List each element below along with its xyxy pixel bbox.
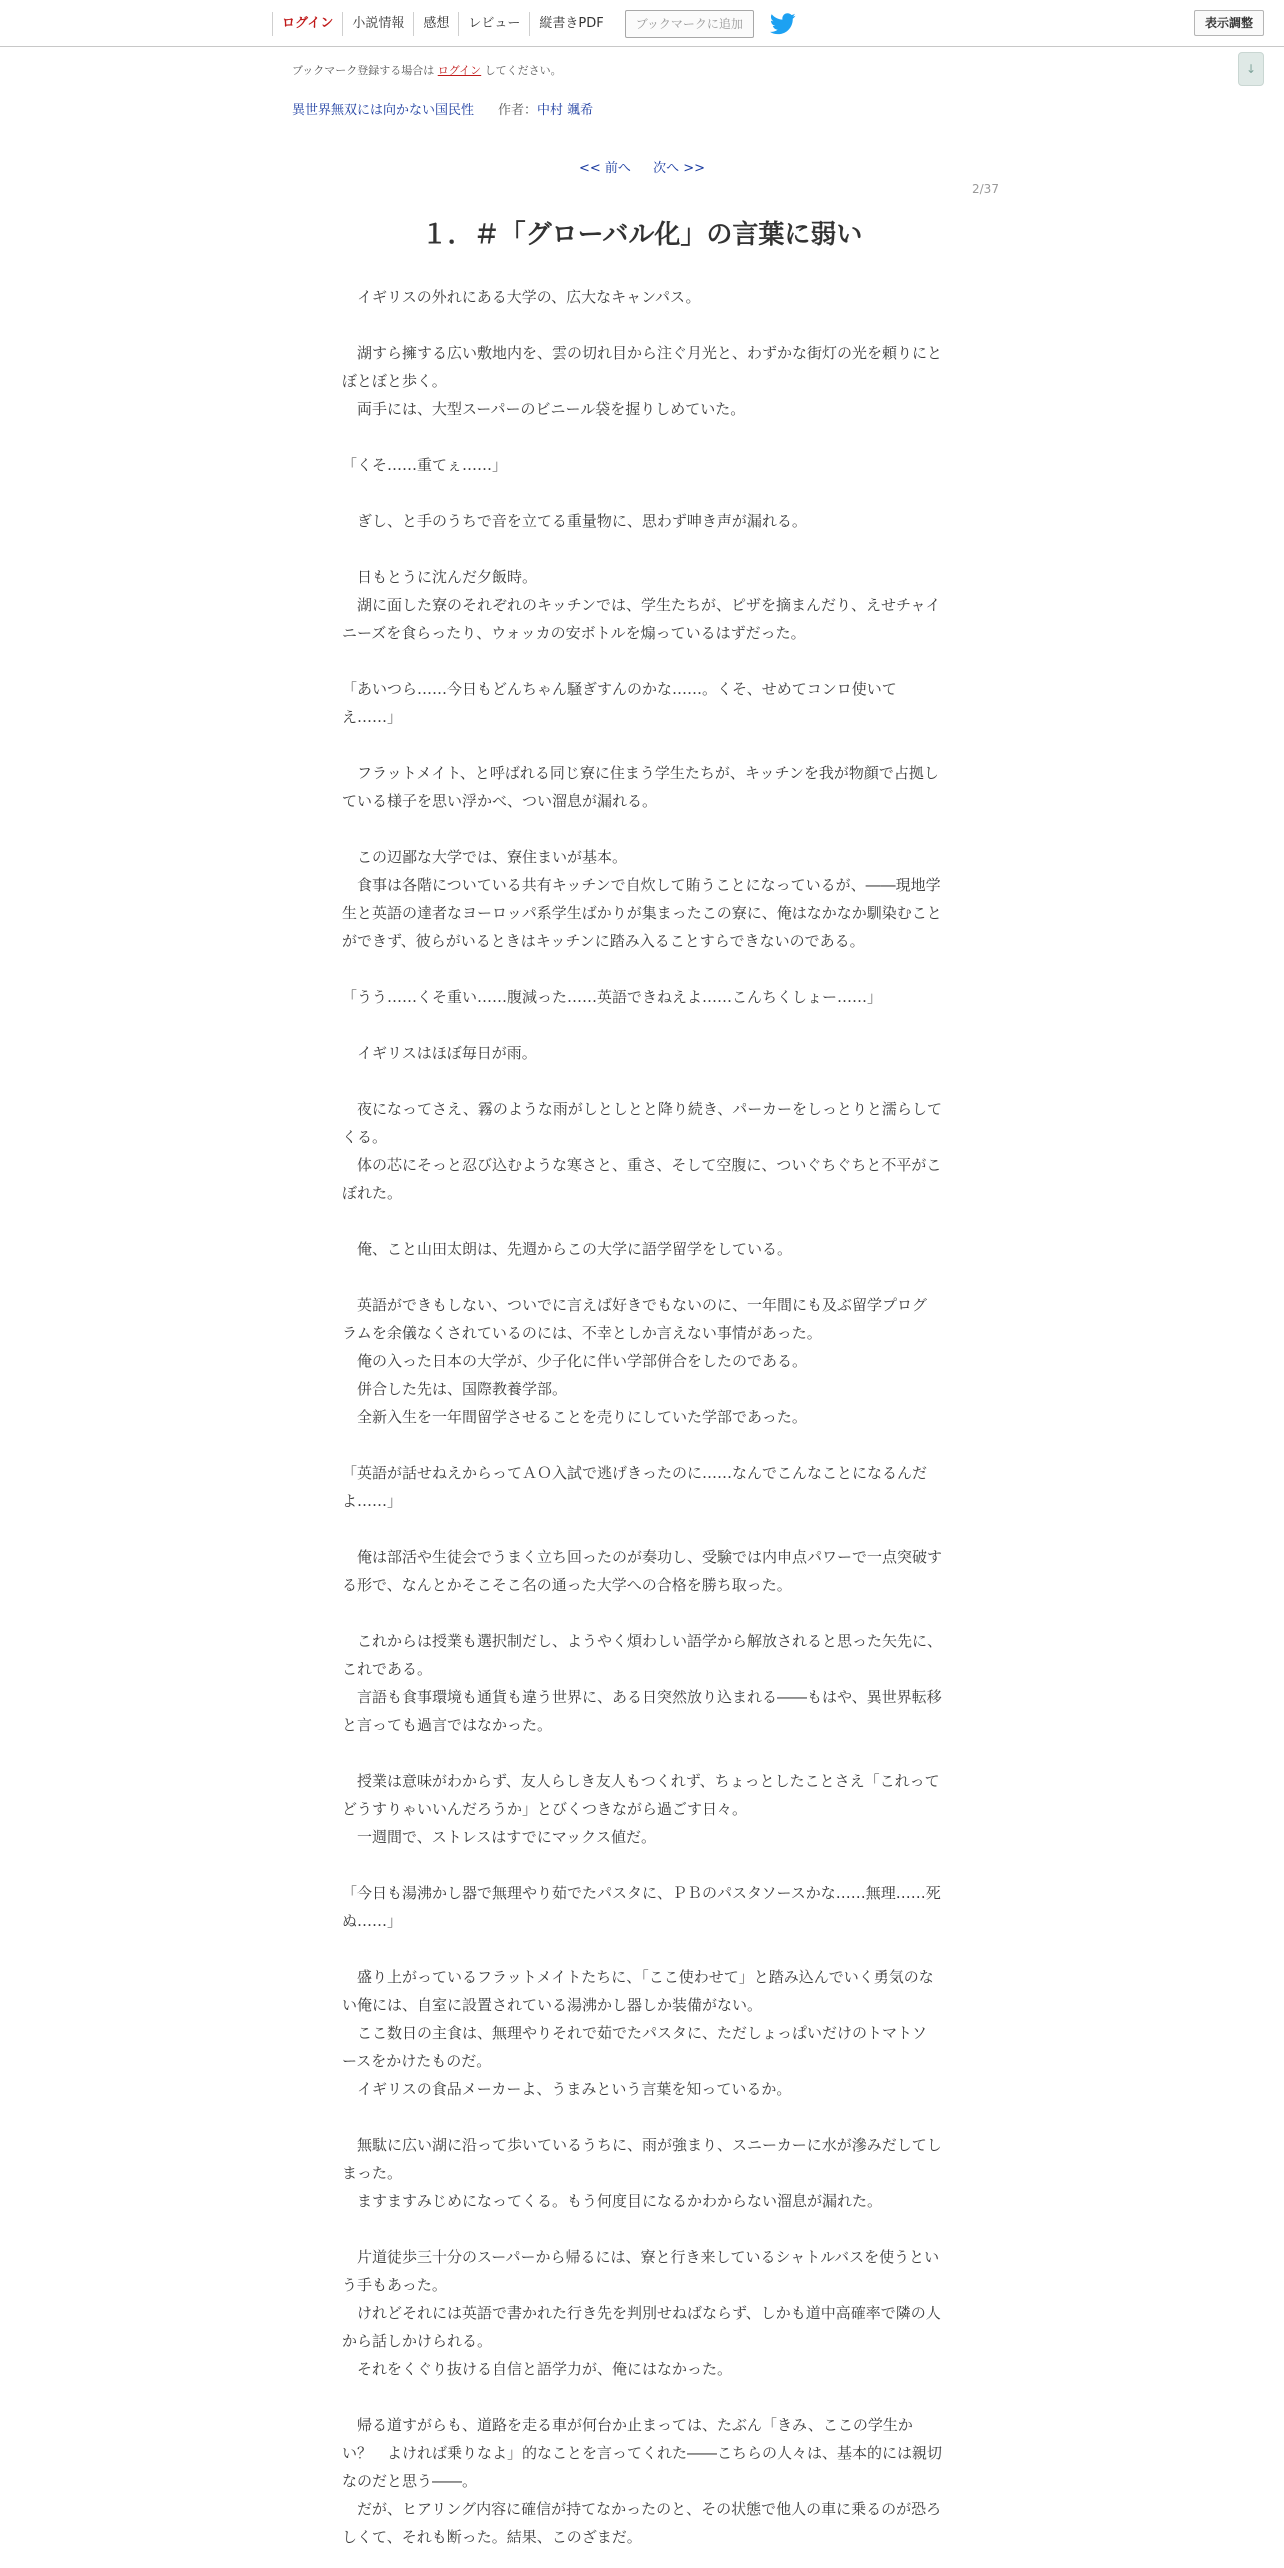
novel-paragraph: 湖すら擁する広い敷地内を、雲の切れ目から注ぐ月光と、わずかな街灯の光を頼りにとぼとぼと歩く。 (342, 344, 943, 390)
blank-line (342, 731, 942, 759)
novel-paragraph: 英語ができもしない、ついでに言えば好きでもないのに、一年間にも及ぶ留学プログラムを余儀なくされているのには、不幸としか言えない事情があった。 (342, 1296, 928, 1342)
novel-paragraph: 夜になってさえ、霧のような雨がしとしとと降り続き、パーカーをしっとりと濡らしてくる。 (342, 1100, 943, 1146)
bookmark-notice-before: ブックマーク登録する場合は (292, 64, 438, 77)
vertical-pdf-link[interactable]: 縦書きPDF (529, 12, 612, 36)
add-bookmark-button[interactable]: ブックマークに追加 (625, 10, 754, 38)
blank-line (342, 1935, 942, 1963)
review-link[interactable]: レビュー (458, 12, 529, 36)
novel-paragraph: 日もとうに沈んだ夕飯時。 (342, 568, 538, 586)
novel-paragraph: 俺、こと山田太朗は、先週からこの大学に語学留学をしている。 (342, 1240, 793, 1258)
author-label: 作者： (498, 103, 538, 118)
blank-line (342, 1011, 942, 1039)
blank-line (342, 1431, 942, 1459)
blank-line (342, 1851, 942, 1879)
novel-paragraph: これからは授業も選択制だし、ようやく煩わしい語学から解放されると思った矢先に、これである。 (342, 1632, 943, 1678)
blank-line (342, 1515, 942, 1543)
novel-paragraph: 「くそ……重てぇ……」 (342, 456, 508, 474)
novel-paragraph: 言語も食事環境も通貨も違う世界に、ある日突然放り込まれる――もはや、異世界転移と言っても過言ではなかった。 (342, 1688, 942, 1734)
novel-paragraph: ますますみじめになってくる。もう何度目になるかわからない溜息が漏れた。 (342, 2192, 883, 2210)
prev-chapter-link[interactable]: << 前へ (579, 161, 631, 176)
blank-line (342, 647, 942, 675)
blank-line (342, 311, 942, 339)
blank-line (342, 1067, 942, 1095)
novel-paragraph: 食事は各階についている共有キッチンで自炊して賄うことになっているが、――現地学生と英語の達者なヨーロッパ系学生ばかりが集まったこの寮に、俺はなかなか馴染むことができず、彼らがいるときはキッチンに踏み入ることすらできないのである。 (342, 876, 942, 950)
novel-paragraph: だが、ヒアリング内容に確信が持てなかったのと、その状態で他人の車に乗るのが恐ろしくて、それも断った。結果、このざまだ。 (342, 2500, 942, 2546)
twitter-icon[interactable] (770, 13, 796, 35)
blank-line (342, 1263, 942, 1291)
blank-line (342, 1599, 942, 1627)
author-link[interactable]: 中村 颯希 (537, 103, 594, 118)
blank-line (342, 815, 942, 843)
novel-paragraph: けれどそれには英語で書かれた行き先を判別せねばならず、しかも道中高確率で隣の人から話しかけられる。 (342, 2304, 941, 2350)
blank-line (342, 1739, 942, 1767)
bookmark-notice-login-link[interactable]: ログイン (437, 64, 482, 77)
novel-paragraph: 片道徒歩三十分のスーパーから帰るには、寮と行き来しているシャトルバスを使うという手もあった。 (342, 2248, 940, 2294)
impressions-link[interactable]: 感想 (413, 12, 458, 36)
novel-paragraph: 授業は意味がわからず、友人らしき友人もつくれず、ちょっとしたことさえ「これってどうすりゃいいんだろうか」とびくつきながら過ごす日々。 (342, 1772, 940, 1818)
page-counter: 2/37 (972, 182, 999, 196)
novel-paragraph: 併合した先は、国際教養学部。 (342, 1380, 568, 1398)
blank-line (342, 2383, 942, 2411)
novel-paragraph: ここ数日の主食は、無理やりそれで茹でたパスタに、ただしょっぱいだけのトマトソースをかけたものだ。 (342, 2024, 928, 2070)
blank-line (342, 1207, 942, 1235)
novel-paragraph: 「今日も湯沸かし器で無理やり茹でたパスタに、ＰＢのパスタソースかな……無理……死ぬ……」 (342, 1884, 941, 1930)
novel-paragraph: 体の芯にそっと忍び込むような寒さと、重さ、そして空腹に、ついぐちぐちと不平がこぼれた。 (342, 1156, 942, 1202)
chapter-title: １．＃「グローバル化」の言葉に弱い (421, 220, 863, 250)
novel-paragraph: フラットメイト、と呼ばれる同じ寮に住まう学生たちが、キッチンを我が物顔で占拠している様子を思い浮かべ、つい溜息が漏れる。 (342, 764, 939, 810)
blank-line (342, 423, 942, 451)
novel-paragraph: 湖に面した寮のそれぞれのキッチンでは、学生たちが、ピザを摘まんだり、えせチャイニーズを食らったり、ウォッカの安ボトルを煽っているはずだった。 (342, 596, 941, 642)
blank-line (342, 2103, 942, 2131)
display-settings-button[interactable]: 表示調整 (1194, 10, 1264, 36)
bookmark-notice (292, 62, 562, 78)
novel-paragraph: 一週間で、ストレスはすでにマックス値だ。 (342, 1828, 656, 1846)
blank-line (342, 479, 942, 507)
novel-paragraph: 俺は部活や生徒会でうまく立ち回ったのが奏功し、受験では内申点パワーで一点突破する形で、なんとかそこそこ名の通った大学への合格を勝ち取った。 (342, 1548, 943, 1594)
blank-line (342, 2215, 942, 2243)
novel-paragraph: 無駄に広い湖に沿って歩いているうちに、雨が強まり、スニーカーに水が滲みだしてしまった。 (342, 2136, 942, 2182)
novel-paragraph: 俺の入った日本の大学が、少子化に伴い学部併合をしたのである。 (342, 1352, 808, 1370)
novel-info-link[interactable]: 小説情報 (342, 12, 413, 36)
novel-paragraph: 「うう……くそ重い……腹減った……英語できねえよ……こんちくしょー……」 (342, 988, 883, 1006)
top-navigation-bar (0, 0, 1284, 47)
next-chapter-link[interactable]: 次へ >> (653, 161, 705, 176)
novel-body (342, 283, 942, 2551)
novel-paragraph: イギリスはほぼ毎日が雨。 (342, 1044, 537, 1062)
novel-paragraph: 「英語が話せねえからってＡＯ入試で逃げきったのに……なんでこんなことになるんだよ……」 (342, 1464, 928, 1510)
novel-paragraph: 両手には、大型スーパーのビニール袋を握りしめていた。 (342, 400, 746, 418)
novel-paragraph: 帰る道すがらも、道路を走る車が何台か止まっては、たぶん「きみ、ここの学生かい？ よければ乗りなよ」的なことを言ってくれた――こちらの人々は、基本的には親切なのだと思う――。 (342, 2416, 943, 2490)
novel-paragraph: それをくぐり抜ける自信と語学力が、俺にはなかった。 (342, 2360, 733, 2378)
scroll-down-button[interactable]: ↓ (1238, 52, 1264, 86)
novel-paragraph: イギリスの外れにある大学の、広大なキャンパス。 (342, 288, 701, 306)
novel-paragraph: 「あいつら……今日もどんちゃん騒ぎすんのかな……。くそ、せめてコンロ使いてえ……」 (342, 680, 897, 726)
work-title-link[interactable]: 異世界無双には向かない国民性 (292, 103, 475, 118)
novel-paragraph: この辺鄙な大学では、寮住まいが基本。 (342, 848, 628, 866)
blank-line (342, 535, 942, 563)
blank-line (342, 955, 942, 983)
chapter-pager (0, 157, 1284, 176)
novel-paragraph: イギリスの食品メーカーよ、うまみという言葉を知っているか。 (342, 2080, 792, 2098)
work-info (292, 99, 593, 118)
bookmark-notice-after: してください。 (481, 64, 562, 77)
novel-paragraph: 全新入生を一年間留学させることを売りにしていた学部であった。 (342, 1408, 807, 1426)
main-nav (272, 10, 796, 38)
novel-paragraph: 盛り上がっているフラットメイトたちに、「ここ使わせて」と踏み込んでいく勇気のない俺には、自室に設置されている湯沸かし器しか装備がない。 (342, 1968, 934, 2014)
novel-paragraph: ぎし、と手のうちで音を立てる重量物に、思わず呻き声が漏れる。 (342, 512, 807, 530)
login-link[interactable]: ログイン (272, 12, 342, 36)
